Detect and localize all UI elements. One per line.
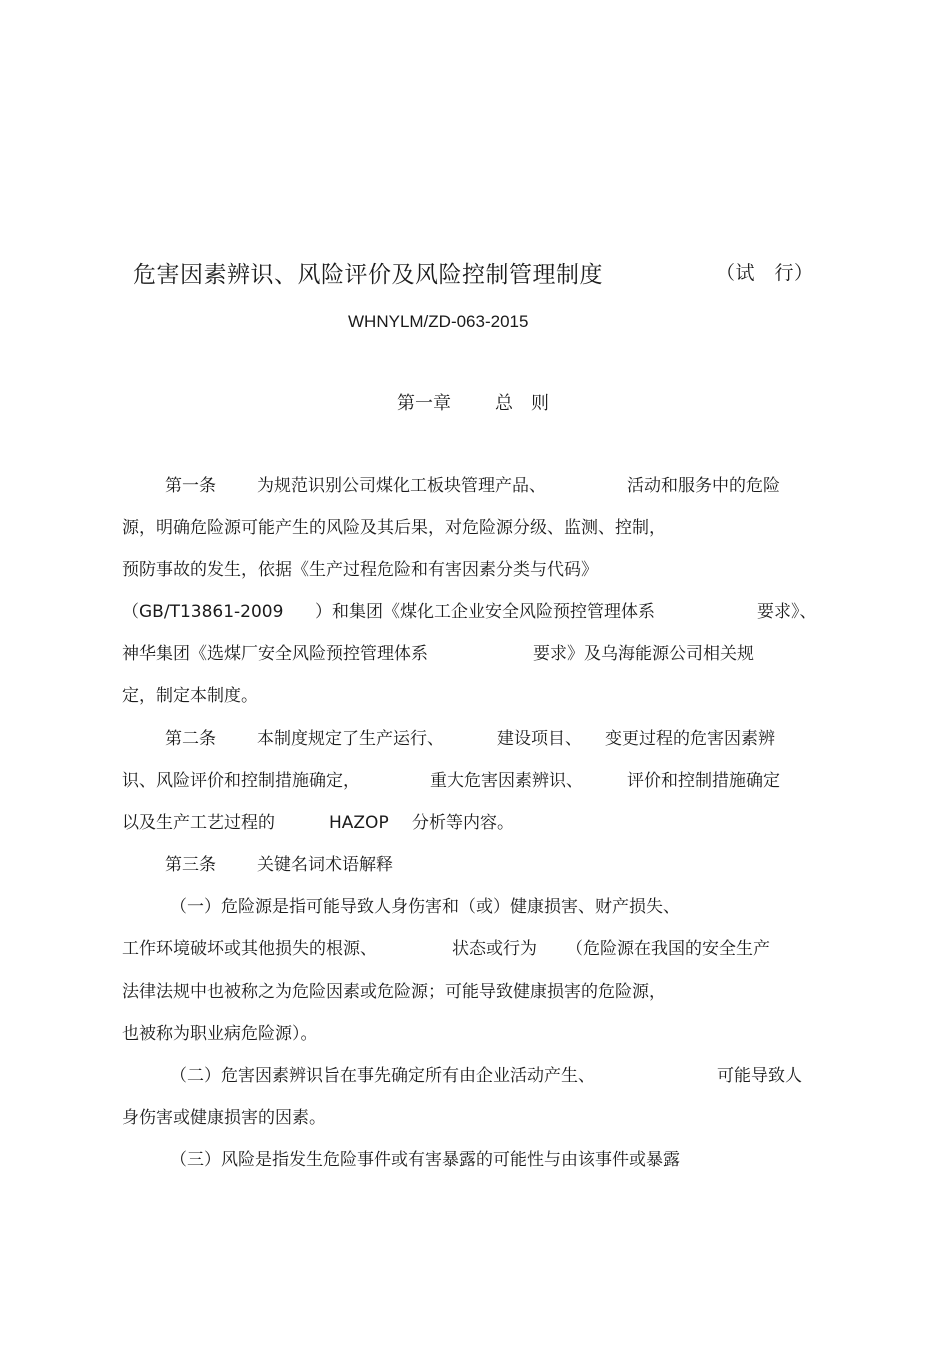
document-code: WHNYLM/ZD-063-2015 xyxy=(348,312,529,331)
body-text: 本制度规定了生产运行、 xyxy=(257,729,444,749)
body-text: 识、风险评价和控制措施确定， xyxy=(122,771,360,791)
body-text: 重大危害因素辨识、 xyxy=(430,771,583,791)
body-text: 建设项目、 xyxy=(497,729,582,749)
body-text: 评价和控制措施确定 xyxy=(627,771,780,791)
body-text: 变更过程的危害因素辨 xyxy=(605,729,775,749)
body-text: 要求》及乌海能源公司相关规 xyxy=(533,644,754,664)
body-text: 法律法规中也被称之为危险因素或危险源；可能导致健康损害的危险源， xyxy=(122,982,666,1002)
article-1-label: 第一条 xyxy=(165,476,216,496)
body-text: （一）危险源是指可能导致人身伤害和（或）健康损害、财产损失、 xyxy=(170,897,680,917)
body-text: 预防事故的发生，依据《生产过程危险和有害因素分类与代码》 xyxy=(122,560,598,580)
body-text: 为规范识别公司煤化工板块管理产品、 xyxy=(257,476,546,496)
body-text: （危险源在我国的安全生产 xyxy=(566,939,770,959)
body-text: 关键名词术语解释 xyxy=(257,855,393,875)
chapter-number: 第一章 xyxy=(397,393,451,414)
body-text: 活动和服务中的危险 xyxy=(627,476,780,496)
body-text: 状态或行为 xyxy=(452,939,537,959)
article-3-label: 第三条 xyxy=(165,855,216,875)
body-text: HAZOP xyxy=(329,813,389,833)
body-text: （GB/T13861-2009 xyxy=(122,602,284,622)
body-text: 定，制定本制度。 xyxy=(122,686,258,706)
trial-note: （试 行） xyxy=(716,262,814,284)
body-text: 身伤害或健康损害的因素。 xyxy=(122,1108,326,1128)
body-text: （三）风险是指发生危险事件或有害暴露的可能性与由该事件或暴露 xyxy=(170,1150,680,1170)
body-text: 以及生产工艺过程的 xyxy=(122,813,275,833)
body-text: ）和集团《煤化工企业安全风险预控管理体系 xyxy=(315,602,655,622)
body-text: （二）危害因素辨识旨在事先确定所有由企业活动产生、 xyxy=(170,1066,595,1086)
body-text: 源，明确危险源可能产生的风险及其后果，对危险源分级、监测、控制， xyxy=(122,518,666,538)
body-text: 要求》、 xyxy=(757,602,817,622)
body-text: 也被称为职业病危险源）。 xyxy=(122,1024,318,1044)
body-text: 分析等内容。 xyxy=(412,813,514,833)
chapter-name: 总 则 xyxy=(495,393,549,414)
body-text: 工作环境破坏或其他损失的根源、 xyxy=(122,939,377,959)
body-text: 神华集团《选煤厂安全风险预控管理体系 xyxy=(122,644,428,664)
document-title: 危害因素辨识、风险评价及风险控制管理制度 xyxy=(133,262,603,288)
article-2-label: 第二条 xyxy=(165,729,216,749)
body-text: 可能导致人 xyxy=(717,1066,802,1086)
